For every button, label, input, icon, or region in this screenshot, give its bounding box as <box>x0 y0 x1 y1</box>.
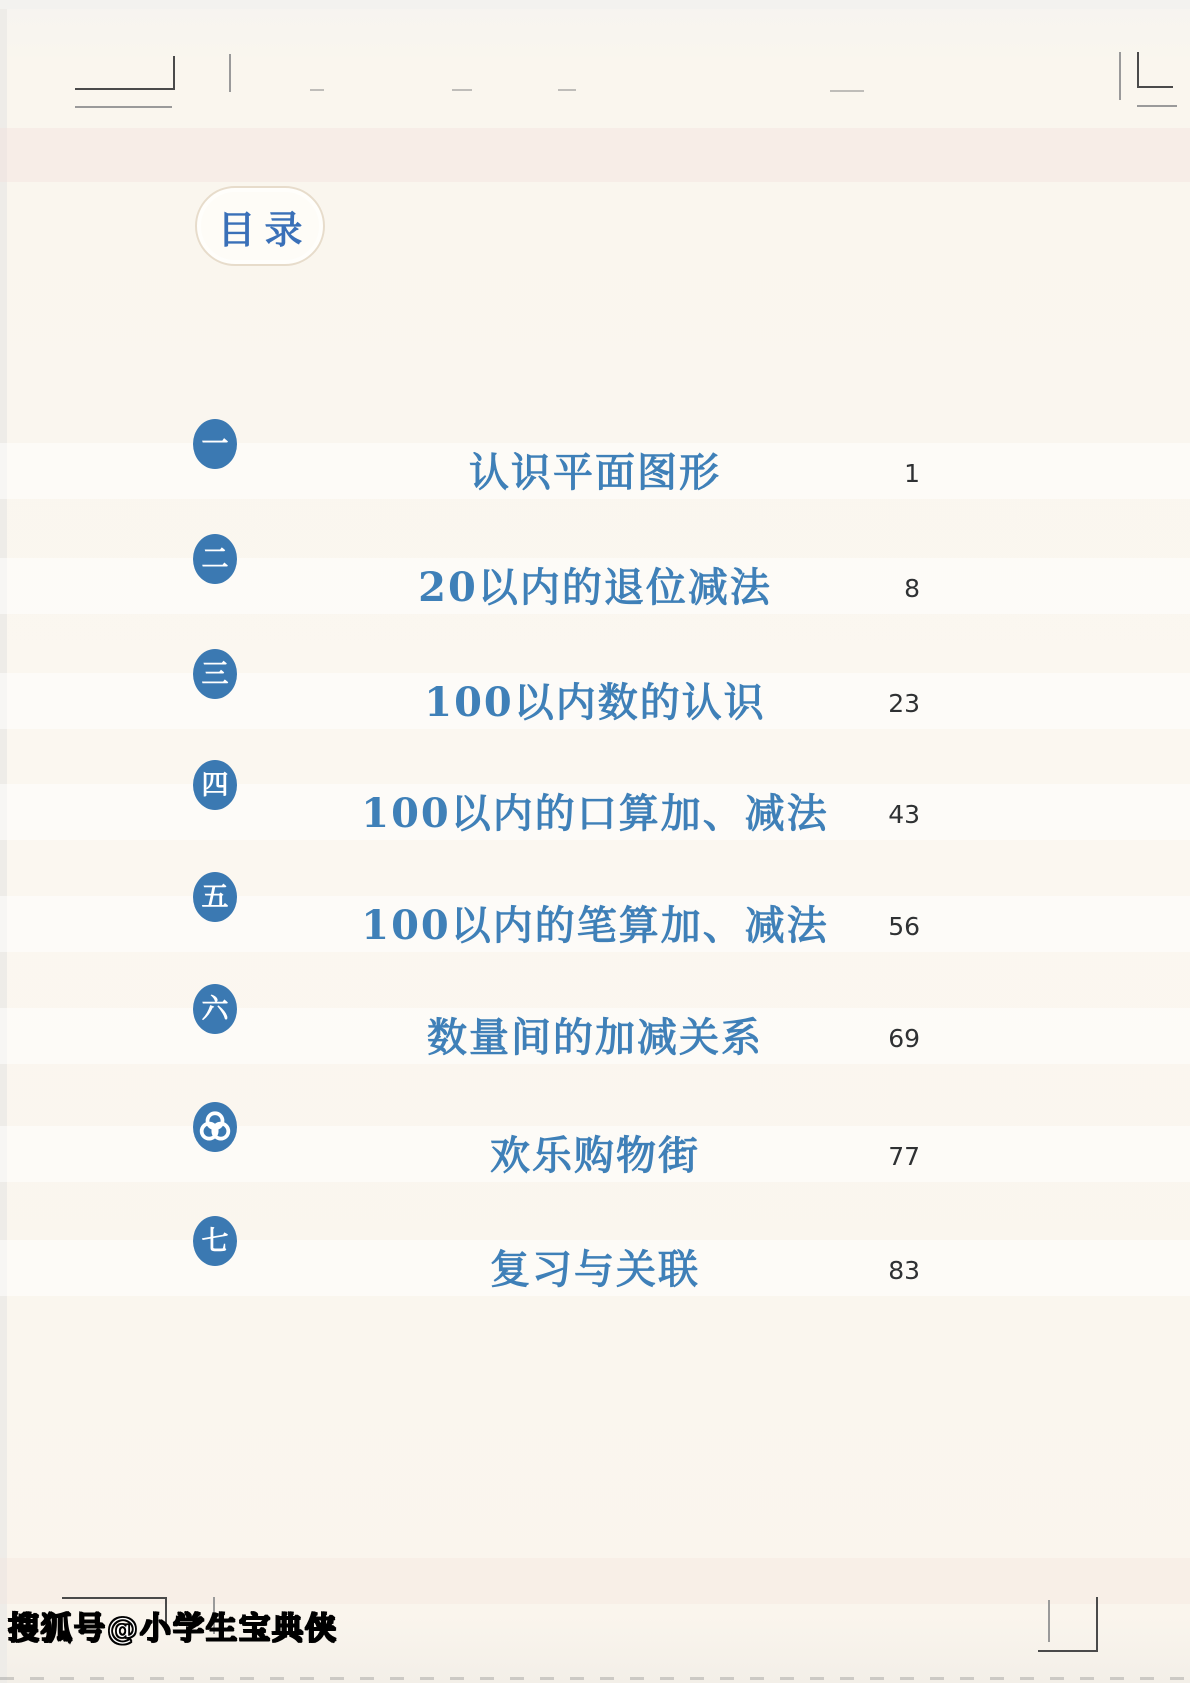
scan-artifact <box>310 89 324 91</box>
toc-row <box>0 769 1190 852</box>
chapter-title: 欢乐购物街 <box>490 1132 700 1179</box>
scan-tint-band <box>0 1558 1190 1604</box>
chapter-number: 四 <box>201 769 229 801</box>
scan-artifact <box>558 89 576 91</box>
toc-row <box>0 993 1190 1076</box>
toc-title-pill <box>195 186 325 266</box>
chapter-title: 复习与关联 <box>490 1246 700 1293</box>
toc-row <box>0 543 1190 626</box>
toc-row <box>0 658 1190 741</box>
chapter-number: 三 <box>201 658 229 690</box>
scan-edge-top <box>0 0 1190 9</box>
crop-mark <box>62 1597 167 1599</box>
crop-mark <box>1137 86 1173 88</box>
crop-mark <box>75 88 175 90</box>
scan-artifact <box>830 90 864 92</box>
scan-tint-band <box>0 128 1190 182</box>
crop-mark <box>1137 52 1139 88</box>
chapter-page-number: 77 <box>888 1142 920 1171</box>
chapter-number: 二 <box>201 543 229 575</box>
chapter-number: 六 <box>201 993 229 1025</box>
crop-mark <box>229 54 231 92</box>
crop-mark <box>1096 1597 1098 1652</box>
chapter-title: 100以内的笔算加、减法 <box>361 902 829 949</box>
chapter-number: 一 <box>201 428 229 460</box>
chapter-page-number: 69 <box>888 1024 920 1053</box>
chapter-title: 100以内数的认识 <box>424 679 766 726</box>
chapter-page-number: 1 <box>904 459 920 488</box>
chapter-number: 七 <box>201 1225 229 1257</box>
chapter-title: 100以内的口算加、减法 <box>361 790 829 837</box>
scan-artifact <box>452 89 472 91</box>
chapter-page-number: 8 <box>904 574 920 603</box>
watermark-text: 搜狐号@小学生宝典侠 <box>8 1611 338 1647</box>
toc-row <box>0 881 1190 964</box>
toc-row <box>0 1134 1190 1194</box>
chapter-page-number: 56 <box>888 912 920 941</box>
crop-mark <box>1038 1650 1098 1652</box>
chapter-number: 五 <box>201 881 229 913</box>
chapter-page-number: 83 <box>888 1256 920 1285</box>
toc-title: 目录 <box>217 206 312 252</box>
chapter-title: 数量间的加减关系 <box>427 1014 763 1061</box>
crop-mark <box>1048 1600 1050 1642</box>
chapter-page-number: 23 <box>888 689 920 718</box>
crop-mark <box>75 106 172 108</box>
chapter-title: 20以内的退位减法 <box>418 564 772 611</box>
toc-row <box>0 1225 1190 1308</box>
crop-mark <box>173 56 175 90</box>
crop-mark <box>1137 105 1177 107</box>
chapter-page-number: 43 <box>888 800 920 829</box>
toc-row <box>0 428 1190 511</box>
scan-artifact <box>0 1677 1190 1680</box>
crop-mark <box>1119 52 1121 100</box>
chapter-title: 认识平面图形 <box>469 449 721 496</box>
